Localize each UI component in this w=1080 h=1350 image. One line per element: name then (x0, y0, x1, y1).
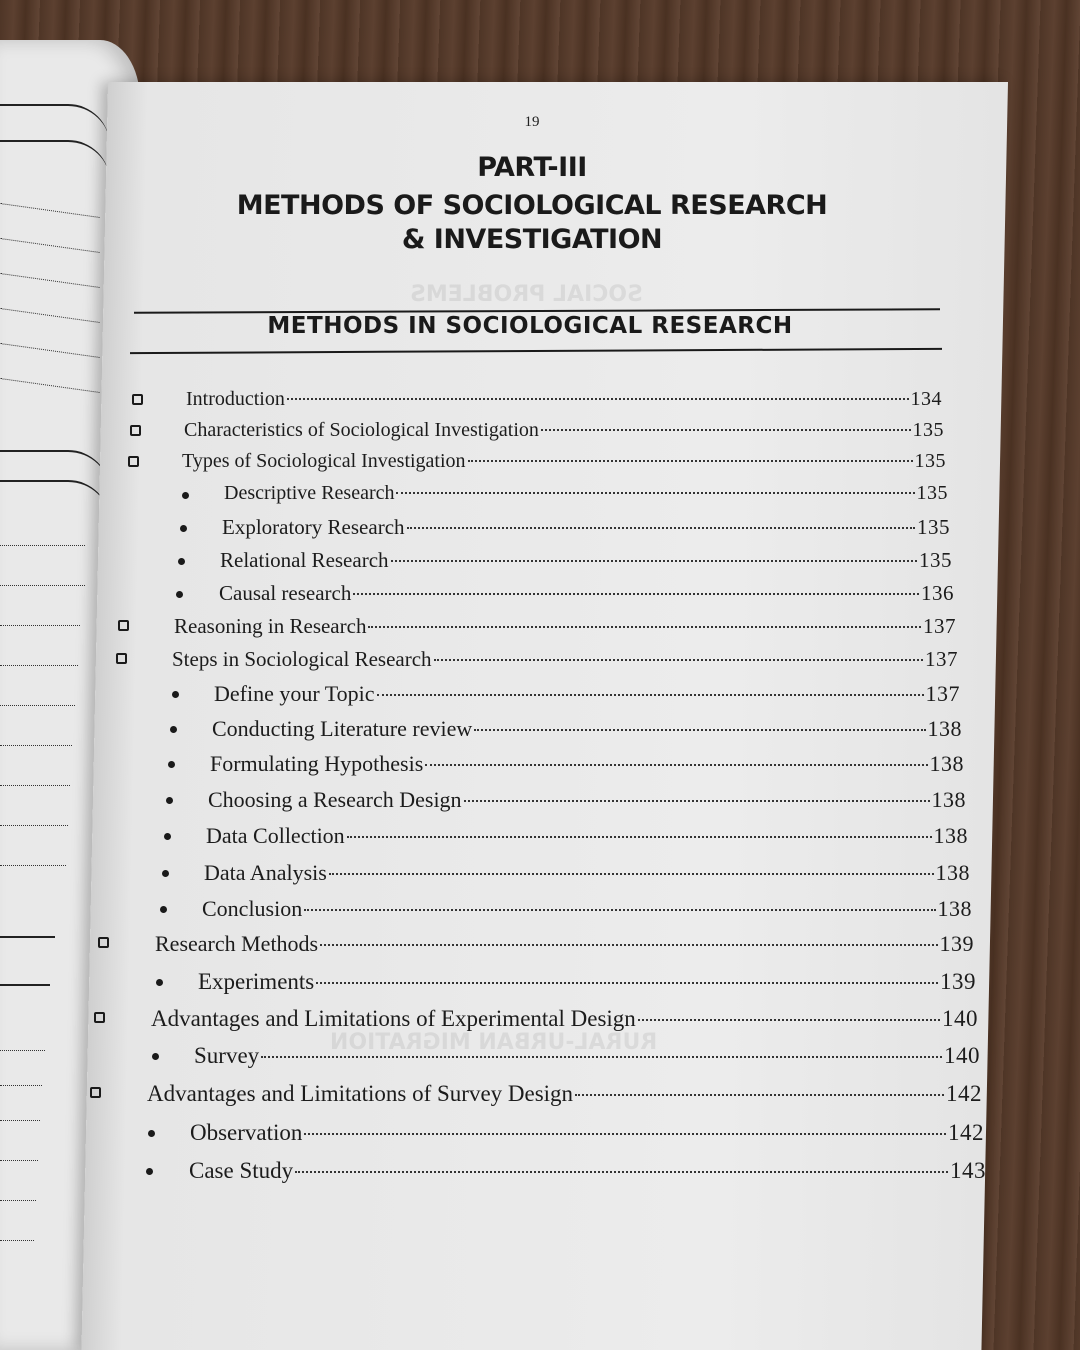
toc-entry-page-number: 139 (940, 969, 976, 994)
bullet-dot-icon (180, 525, 187, 532)
bullet-dot-icon (160, 906, 167, 913)
page-number: 19 (524, 114, 540, 130)
dot-leader (434, 659, 923, 661)
toc-entry-page-number: 139 (939, 931, 974, 956)
dot-leader (353, 593, 919, 595)
toc-entry-title: Types of Sociological Investigation (182, 450, 466, 472)
bullet-dot-icon (162, 870, 169, 877)
toc-entry-title: Data Analysis (204, 860, 327, 885)
toc-entry-page-number: 138 (929, 751, 964, 776)
toc-entry-title: Survey (194, 1043, 260, 1068)
dot-leader (304, 1133, 946, 1135)
dot-leader (329, 873, 934, 875)
bullet-dot-icon (146, 1168, 153, 1175)
toc-entry-page-number: 138 (933, 823, 968, 848)
toc-entry-page-number: 137 (925, 647, 958, 671)
toc-subentry (204, 860, 970, 890)
toc-entry-title: Conclusion (202, 896, 303, 921)
toc-entry-page-number: 142 (948, 1120, 984, 1145)
toc-subentry (202, 896, 972, 926)
dot-leader (396, 492, 914, 494)
toc-subentry (208, 787, 966, 817)
toc-entry-page-number: 137 (923, 614, 956, 638)
dot-leader (295, 1171, 948, 1173)
dot-leader (347, 836, 932, 838)
toc-entry (184, 419, 944, 449)
part-label: PART-III (477, 152, 587, 183)
toc-subentry (214, 681, 960, 711)
toc-subentry (206, 823, 968, 853)
toc-entry-page-number: 138 (937, 896, 972, 921)
part-title-line1: METHODS OF SOCIOLOGICAL RESEARCH (236, 190, 828, 221)
dot-leader (541, 429, 911, 431)
checkbox-square-icon (94, 1012, 105, 1023)
toc-entry-page-number: 134 (910, 388, 942, 410)
dot-leader (407, 527, 915, 529)
toc-entry (151, 1006, 978, 1036)
bullet-dot-icon (172, 691, 179, 698)
dot-leader (425, 764, 927, 766)
toc-entry (172, 647, 958, 677)
toc-entry-title: Steps in Sociological Research (172, 647, 432, 671)
toc-entry-title: Define your Topic (214, 681, 375, 706)
checkbox-square-icon (130, 425, 141, 436)
toc-entry (174, 614, 956, 644)
toc-subentry (210, 751, 964, 781)
checkbox-square-icon (90, 1087, 101, 1098)
toc-entry-page-number: 138 (935, 860, 970, 885)
toc-subentry (190, 1120, 984, 1150)
toc-entry-page-number: 135 (916, 482, 948, 504)
toc-entry-page-number: 143 (950, 1158, 986, 1183)
dot-leader (638, 1019, 940, 1021)
checkbox-square-icon (132, 394, 143, 405)
toc-subentry (220, 548, 952, 578)
toc-entry-page-number: 140 (942, 1006, 978, 1031)
toc-entry-page-number: 135 (917, 515, 950, 539)
toc-entry (147, 1081, 982, 1111)
section-title: METHODS IN SOCIOLOGICAL RESEARCH (267, 313, 793, 339)
toc-entry (182, 450, 946, 480)
toc-entry-page-number: 137 (925, 681, 960, 706)
toc-entry-page-number: 140 (944, 1043, 980, 1068)
checkbox-square-icon (116, 653, 127, 664)
toc-subentry (222, 515, 950, 545)
bullet-dot-icon (176, 591, 183, 598)
checkbox-square-icon (128, 456, 139, 467)
dot-leader (468, 460, 913, 462)
dot-leader (464, 800, 930, 802)
bullet-dot-icon (182, 492, 189, 499)
bullet-dot-icon (148, 1130, 155, 1137)
toc-entry-title: Conducting Literature review (212, 716, 473, 741)
toc-entry-page-number: 135 (912, 419, 944, 441)
bullet-dot-icon (152, 1053, 159, 1060)
toc-entry-title: Introduction (186, 388, 285, 410)
toc-entry-title: Experiments (198, 969, 315, 994)
part-title-line2: & INVESTIGATION (401, 224, 663, 255)
toc-entry-title: Reasoning in Research (174, 614, 367, 638)
toc-entry-title: Relational Research (220, 548, 389, 572)
toc-entry-title: Descriptive Research (224, 482, 395, 504)
toc-entry-title: Observation (190, 1120, 303, 1145)
toc-subentry (219, 581, 954, 611)
toc-entry-title: Advantages and Limitations of Experimental Design (151, 1006, 636, 1031)
toc-entry-page-number: 135 (914, 450, 946, 472)
bullet-dot-icon (178, 558, 185, 565)
toc-entry-page-number: 142 (946, 1081, 982, 1106)
dot-leader (316, 982, 938, 984)
toc-entry-title: Exploratory Research (222, 515, 405, 539)
toc-entry-title: Case Study (189, 1158, 294, 1183)
toc-subentry (194, 1043, 980, 1073)
toc-entry-title: Choosing a Research Design (208, 787, 462, 812)
toc-entry-page-number: 138 (927, 716, 962, 741)
bullet-dot-icon (156, 979, 163, 986)
dot-leader (320, 944, 937, 946)
toc-entry-title: Data Collection (206, 823, 345, 848)
toc-entry-title: Characteristics of Sociological Investigation (184, 419, 539, 441)
toc-entry-title: Formulating Hypothesis (210, 751, 424, 776)
toc-subentry (198, 969, 976, 999)
dot-leader (287, 398, 909, 400)
bullet-dot-icon (166, 797, 173, 804)
toc-subentry (224, 482, 948, 512)
toc-entry-page-number: 135 (919, 548, 952, 572)
bullet-dot-icon (168, 761, 175, 768)
dot-leader (474, 729, 925, 731)
dot-leader (368, 626, 921, 628)
toc-entry-page-number: 136 (921, 581, 954, 605)
dot-leader (391, 560, 917, 562)
show-through-text: SOCIAL PROBLEMS (410, 282, 643, 307)
checkbox-square-icon (118, 620, 129, 631)
dot-leader (261, 1056, 942, 1058)
section-bottom-rule (130, 348, 942, 354)
bullet-dot-icon (164, 833, 171, 840)
checkbox-square-icon (98, 937, 109, 948)
toc-entry (186, 388, 942, 418)
toc-entry-title: Causal research (219, 581, 352, 605)
toc-subentry (212, 716, 962, 746)
dot-leader (377, 694, 924, 696)
bullet-dot-icon (170, 726, 177, 733)
toc-entry-page-number: 138 (931, 787, 966, 812)
dot-leader (304, 909, 935, 911)
toc-entry-title: Advantages and Limitations of Survey Design (147, 1081, 574, 1106)
toc-subentry (189, 1158, 986, 1188)
show-through-text: RURAL-URBAN MIGRATION (330, 1030, 658, 1055)
toc-entry (155, 931, 974, 961)
dot-leader (575, 1094, 944, 1096)
toc-entry-title: Research Methods (155, 931, 319, 956)
